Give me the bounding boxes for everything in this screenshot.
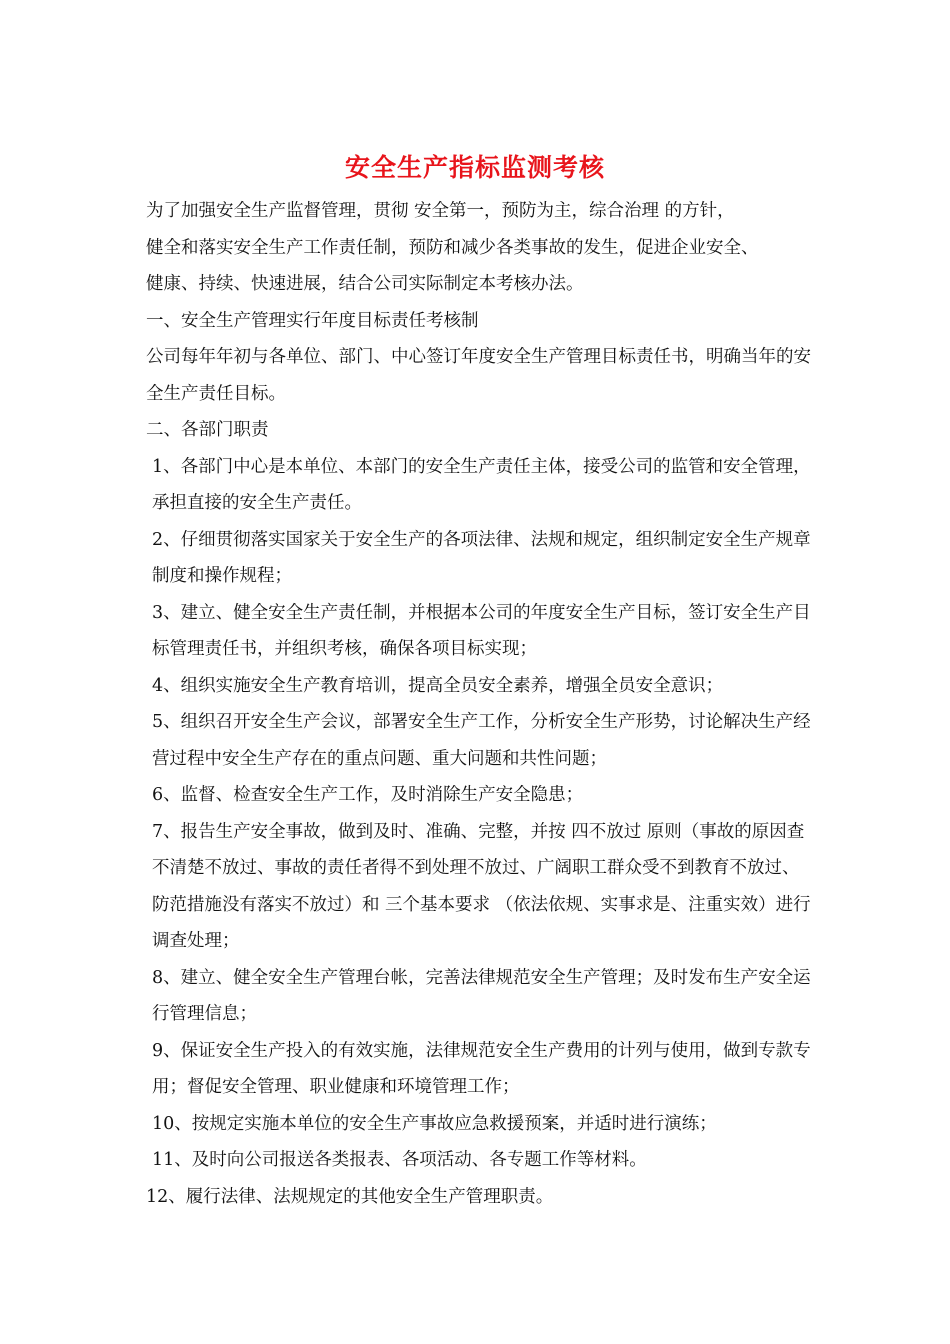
- section-2-heading: 二、各部门职责: [146, 420, 269, 440]
- duty-item-12: 12、履行法律、法规规定的其他安全生产管理职责。: [146, 1186, 554, 1207]
- duty-item-1: 1、各部门中心是本单位、本部门的安全生产责任主体，接受公司的监管和安全管理，承担直接的安全生产责任。: [152, 456, 811, 513]
- intro-line-2: 健全和落实安全生产工作责任制，预防和减少各类事故的发生，促进企业安全、: [146, 237, 759, 258]
- intro-line-3: 健康、持续、快速进展，结合公司实际制定本考核办法。: [146, 274, 584, 294]
- duty-item-5: 5、组织召开安全生产会议，部署安全生产工作，分析安全生产形势，讨论解决生产经营过程中安全生产存在的重点问题、重大问题和共性问题；: [152, 712, 811, 769]
- duty-item-9: 9、保证安全生产投入的有效实施，法律规范安全生产费用的计列与使用，做到专款专用；督促安全管理、职业健康和环境管理工作；: [152, 1040, 811, 1097]
- section-1-text: 公司每年年初与各单位、部门、中心签订年度安全生产管理目标责任书，明确当年的安全生产责任目标。: [146, 347, 811, 404]
- duty-item-6: 6、监督、检查安全生产工作，及时消除生产安全隐患；: [152, 785, 584, 805]
- document-title: 安全生产指标监测考核: [344, 153, 605, 182]
- duty-item-3: 3、建立、健全安全生产责任制，并根据本公司的年度安全生产目标，签订安全生产目标管理责任书，并组织考核，确保各项目标实现；: [152, 602, 811, 659]
- document-body: [146, 193, 811, 1215]
- duty-item-11: 11、及时向公司报送各类报表、各项活动、各专题工作等材料。: [152, 1150, 647, 1170]
- intro-paragraph: [146, 193, 811, 303]
- duty-item-2: 2、仔细贯彻落实国家关于安全生产的各项法律、法规和规定，组织制定安全生产规章制度和操作规程；: [152, 529, 811, 586]
- duty-item-7: 7、报告生产安全事故，做到及时、准确、完整，并按 四不放过 原则（事故的原因查不清楚不放过、事故的责任者得不到处理不放过、广阔职工群众受不到教育不放过、防范措施没有落实不放过）和 三个基本要求 （依法依规、实事求是、注重实效）进行调查处理；: [152, 821, 811, 951]
- section-1-heading: 一、安全生产管理实行年度目标责任考核制: [146, 310, 479, 331]
- duty-item-8: 8、建立、健全安全生产管理台帐，完善法律规范安全生产管理；及时发布生产安全运行管理信息；: [152, 967, 811, 1024]
- intro-line-1: 为了加强安全生产监督管理，贯彻 安全第一，预防为主，综合治理 的方针，: [146, 201, 735, 221]
- duty-item-10: 10、按规定实施本单位的安全生产事故应急救援预案，并适时进行演练；: [152, 1113, 717, 1134]
- duty-item-4: 4、组织实施安全生产教育培训，提高全员安全素养，增强全员安全意识；: [152, 675, 724, 696]
